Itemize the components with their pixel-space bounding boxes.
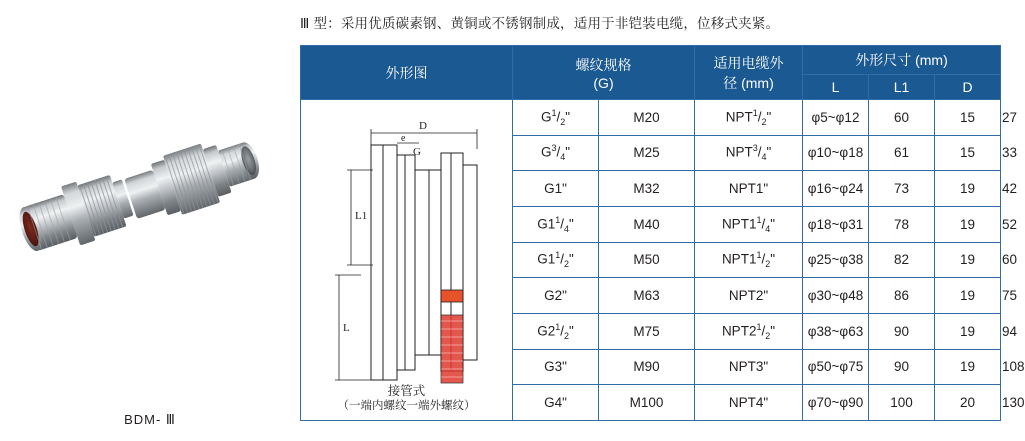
svg-text:L: L — [343, 322, 350, 334]
drawing-caption-line2: （一端内螺纹一端外螺纹） — [337, 400, 476, 412]
header-thread-spec-title: 螺纹规格 — [575, 56, 632, 73]
cell-npt — [695, 313, 803, 349]
cell-m: M20 — [599, 100, 695, 136]
svg-text:G: G — [413, 146, 421, 158]
header-dimensions: 外形尺寸 (mm) — [803, 46, 1001, 75]
cell-npt: NPT4" — [695, 385, 803, 421]
cell-L: 90 — [869, 349, 935, 385]
cell-npt — [695, 206, 803, 242]
cell-cable-od: φ10~φ18 — [803, 135, 869, 171]
g-suffix: " — [565, 144, 571, 160]
cell-cable-od: φ30~φ48 — [803, 278, 869, 314]
cell-L1: 19 — [935, 206, 1001, 242]
table-row: G3" M90 NPT3" φ50~φ75 90 19 108 — [301, 349, 1001, 385]
npt-slash: / — [757, 144, 762, 160]
cell-m: M90 — [599, 349, 695, 385]
cell-L1: 19 — [935, 349, 1001, 385]
header-cable-od-line1: 适用电缆外 — [713, 54, 784, 71]
npt-slash: / — [757, 109, 762, 125]
npt-slash: / — [761, 251, 766, 267]
header-L1: L1 — [869, 75, 935, 100]
cell-m: M100 — [599, 385, 695, 421]
cell-g — [513, 242, 599, 278]
cell-npt: NPT1" — [695, 171, 803, 207]
cell-cable-od: φ25~φ38 — [803, 242, 869, 278]
cell-cable-od: φ38~φ63 — [803, 313, 869, 349]
product-photo-image — [0, 120, 300, 420]
cell-L: 60 — [869, 100, 935, 136]
cell-L: 90 — [869, 313, 935, 349]
cell-L: 100 — [869, 385, 935, 421]
npt-suffix: " — [766, 144, 772, 160]
cell-m: M63 — [599, 278, 695, 314]
table-row: G2" M63 NPT2" φ30~φ48 86 19 75 — [301, 278, 1001, 314]
cell-L1: 19 — [935, 242, 1001, 278]
cell-L1: 19 — [935, 278, 1001, 314]
cell-g: G3" — [513, 349, 599, 385]
header-thread-spec-unit: (G) — [593, 74, 614, 91]
g-base: G1 — [537, 251, 556, 267]
cell-m: M40 — [599, 206, 695, 242]
g-base: G2 — [537, 323, 556, 339]
header-thread-spec — [513, 46, 695, 100]
cell-L: 78 — [869, 206, 935, 242]
cell-L1: 19 — [935, 313, 1001, 349]
cell-cable-od: φ50~φ75 — [803, 349, 869, 385]
cell-m: M32 — [599, 171, 695, 207]
product-caption: BDM- Ⅲ — [124, 412, 176, 427]
table-row: D e G L1 L 接管式 （一端内螺纹一端外螺纹） $G^1/_2$" M20 $NPT^1/_2$" φ5~φ12 60 15 27 — [301, 100, 1001, 136]
npt-den: 2 — [765, 259, 771, 270]
npt-base: NPT — [725, 144, 753, 160]
cell-L: 86 — [869, 278, 935, 314]
cell-L: 73 — [869, 171, 935, 207]
npt-den: 2 — [765, 330, 771, 341]
g-den: 2 — [560, 116, 566, 127]
g-slash: / — [560, 251, 564, 267]
npt-suffix: " — [766, 109, 772, 125]
npt-den: 4 — [761, 152, 767, 163]
g-slash: / — [560, 216, 564, 232]
header-outline: 外形图 — [301, 46, 513, 100]
cell-L1: 15 — [935, 100, 1001, 136]
drawing-caption-line1: 接管式 — [387, 384, 426, 398]
npt-slash: / — [761, 323, 766, 339]
npt-base: NPT — [725, 109, 753, 125]
npt-num: 3 — [752, 143, 758, 154]
g-num: 1 — [555, 250, 561, 261]
cell-cable-od: φ5~φ12 — [803, 100, 869, 136]
npt-suffix: " — [770, 216, 776, 232]
npt-base: NPT2 — [721, 323, 757, 339]
cell-m: M75 — [599, 313, 695, 349]
npt-num: 1 — [756, 321, 762, 332]
npt-suffix: " — [770, 323, 776, 339]
cell-L: 61 — [869, 135, 935, 171]
cell-g — [513, 313, 599, 349]
npt-den: 4 — [765, 223, 771, 234]
g-den: 4 — [560, 152, 566, 163]
cell-m: M50 — [599, 242, 695, 278]
type-description-note: Ⅲ 型：采用优质碳素钢、黄铜或不锈钢制成，适用于非铠装电缆，位移式夹紧。 — [300, 16, 780, 31]
outline-drawing-cell — [301, 100, 513, 421]
drawing-caption — [301, 384, 512, 414]
cell-g — [513, 135, 599, 171]
g-suffix: " — [569, 251, 574, 267]
g-den: 4 — [563, 223, 569, 234]
npt-suffix: " — [770, 251, 776, 267]
g-base: G — [540, 144, 552, 160]
cell-L: 82 — [869, 242, 935, 278]
g-slash: / — [556, 144, 561, 160]
header-D: D — [935, 75, 1001, 100]
g-den: 2 — [563, 259, 569, 270]
table-row: $G1^1/_4$" M40 $NPT1^1/_4$" φ18~φ31 78 19 52 — [301, 206, 1001, 242]
cell-g: G4" — [513, 385, 599, 421]
header-cable-od — [695, 46, 803, 100]
cell-npt: NPT2" — [695, 278, 803, 314]
g-num: 1 — [551, 107, 557, 118]
cell-g: G1" — [513, 171, 599, 207]
g-base: G1 — [537, 216, 556, 232]
cell-g — [513, 100, 599, 136]
cell-cable-od: φ18~φ31 — [803, 206, 869, 242]
cell-npt — [695, 242, 803, 278]
g-suffix: " — [569, 323, 574, 339]
specification-table — [300, 45, 1025, 421]
table-row: G4" M100 NPT4" φ70~φ90 100 20 130 — [301, 385, 1001, 421]
cell-g: G2" — [513, 278, 599, 314]
npt-base: NPT1 — [721, 251, 757, 267]
g-slash: / — [556, 109, 561, 125]
g-slash: / — [560, 323, 564, 339]
cell-npt — [695, 135, 803, 171]
g-num: 1 — [555, 321, 561, 332]
svg-text:L1: L1 — [355, 210, 368, 222]
cell-m: M25 — [599, 135, 695, 171]
npt-num: 1 — [756, 250, 762, 261]
spec-table — [300, 45, 1025, 421]
g-base: G — [540, 109, 552, 125]
cell-cable-od: φ16~φ24 — [803, 171, 869, 207]
cell-cable-od: φ70~φ90 — [803, 385, 869, 421]
cell-L1: 20 — [935, 385, 1001, 421]
table-row: $G1^1/_2$" M50 $NPT1^1/_2$" φ25~φ38 82 19 60 — [301, 242, 1001, 278]
cell-L1: 19 — [935, 171, 1001, 207]
npt-num: 1 — [756, 214, 762, 225]
g-suffix: " — [569, 216, 574, 232]
svg-text:D: D — [419, 120, 427, 132]
svg-text:e: e — [401, 133, 406, 144]
table-row: $G2^1/_2$" M75 $NPT2^1/_2$" φ38~φ63 90 19 94 — [301, 313, 1001, 349]
npt-den: 2 — [761, 116, 767, 127]
g-den: 2 — [563, 330, 569, 341]
table-row: G1" M32 NPT1" φ16~φ24 73 19 42 — [301, 171, 1001, 207]
g-num: 1 — [555, 214, 561, 225]
table-row: $G^3/_4$" M25 $NPT^3/_4$" φ10~φ18 61 15 33 — [301, 135, 1001, 171]
header-L: L — [803, 75, 869, 100]
npt-base: NPT1 — [721, 216, 757, 232]
npt-num: 1 — [752, 107, 758, 118]
cell-npt: NPT3" — [695, 349, 803, 385]
g-num: 3 — [551, 143, 557, 154]
npt-slash: / — [761, 216, 766, 232]
table-header-row-1 — [301, 46, 1001, 75]
g-suffix: " — [565, 109, 571, 125]
cell-L1: 15 — [935, 135, 1001, 171]
product-photo-area — [0, 120, 300, 427]
cell-g — [513, 206, 599, 242]
header-cable-od-line2: 径 (mm) — [723, 74, 774, 91]
outline-drawing — [301, 115, 511, 405]
cell-npt — [695, 100, 803, 136]
